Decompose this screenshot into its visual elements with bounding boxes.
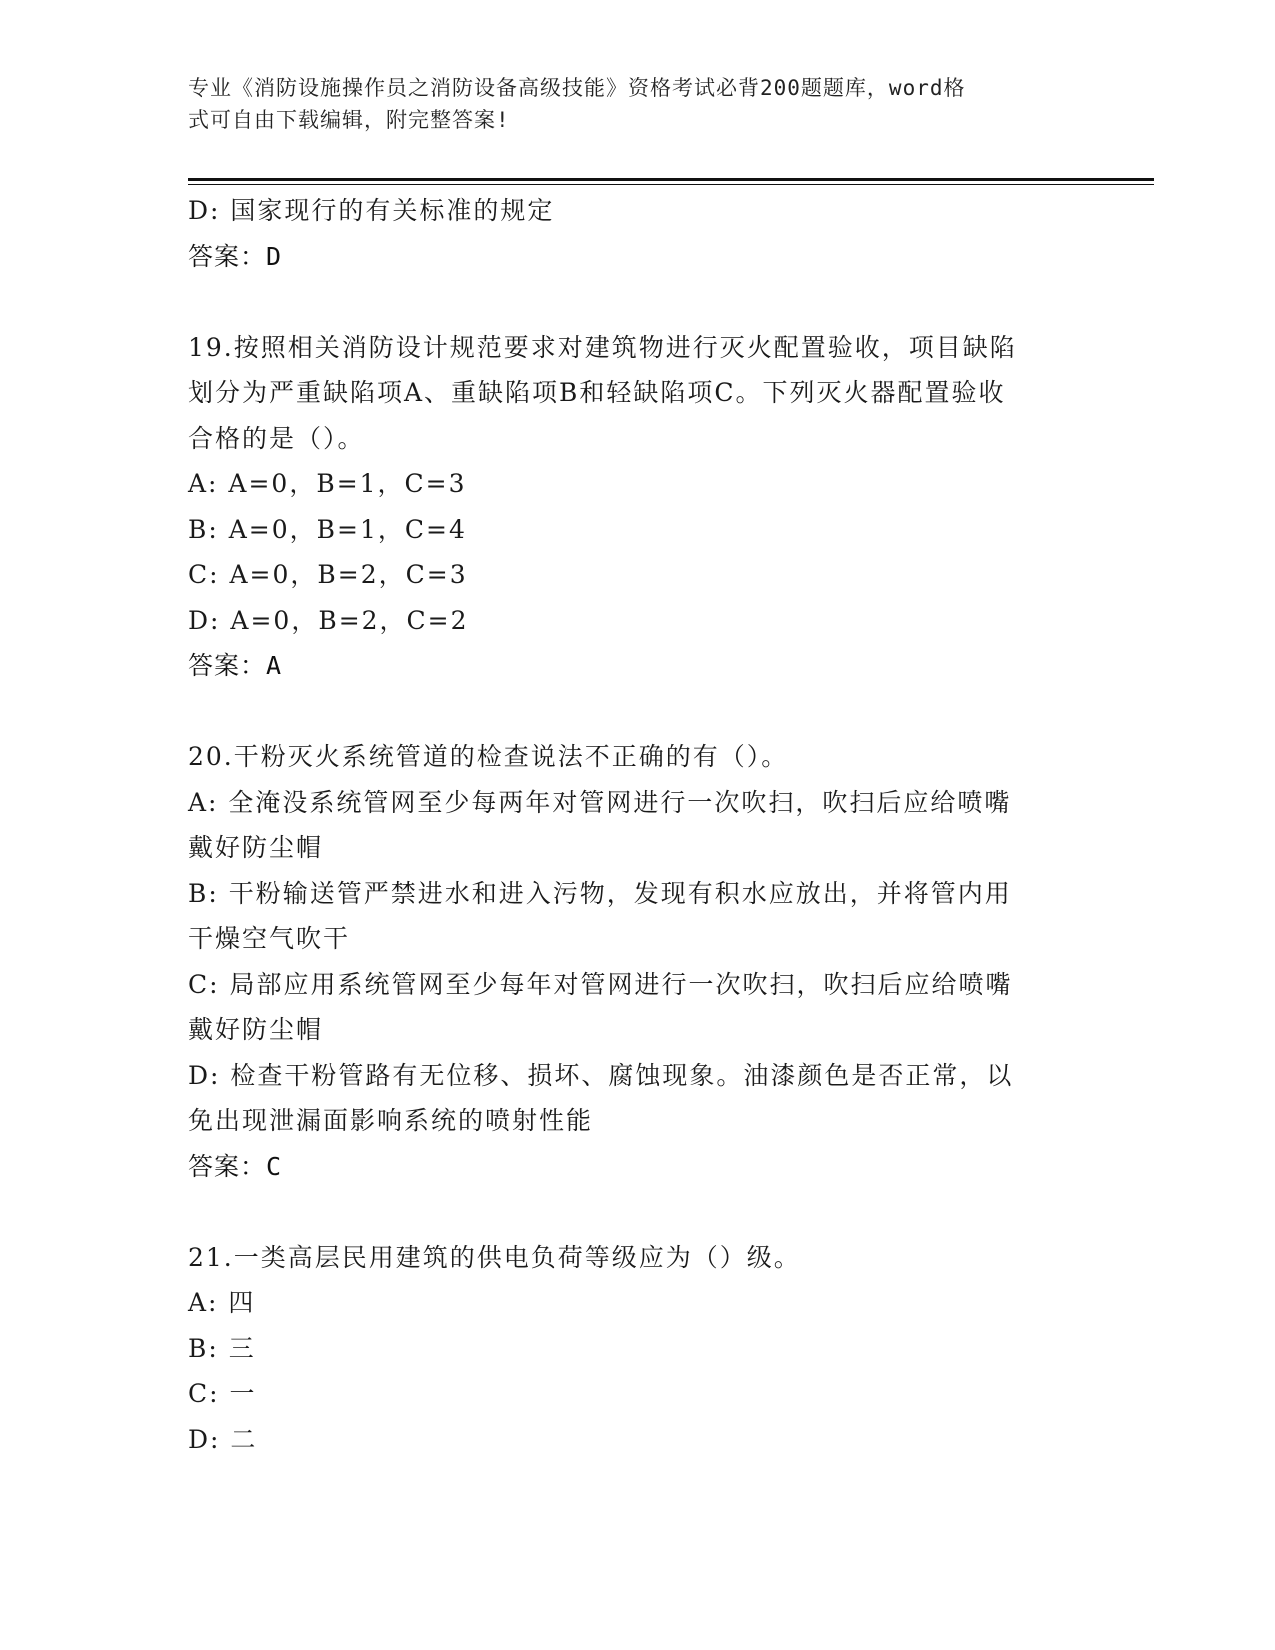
question-stem-line: 合格的是（）。: [188, 423, 365, 453]
option-a: A: A=0，B=1，C=3: [188, 469, 467, 498]
option-d: D: A=0，B=2，C=2: [188, 605, 469, 635]
header-line-1: 专业《消防设施操作员之消防设备高级技能》资格考试必背200题题库，word格: [188, 76, 966, 100]
option-c-continued: 戴好防尘帽: [188, 1015, 324, 1044]
header-divider-thin: [188, 184, 1154, 185]
option-b: B: 三: [188, 1333, 256, 1363]
question-21: [188, 1235, 1068, 1463]
spacer: [188, 279, 1068, 325]
option-d: D: 二: [188, 1424, 258, 1454]
document-body: [188, 188, 1068, 1462]
answer-line: 答案：A: [188, 651, 283, 680]
header-divider-thick: [188, 178, 1154, 181]
question-20: [188, 734, 1068, 1189]
option-a: A: 全淹没系统管网至少每两年对管网进行一次吹扫，吹扫后应给喷嘴: [188, 787, 1012, 817]
spacer: [188, 689, 1068, 735]
question-19: [188, 325, 1068, 689]
option-c: C: 一: [188, 1379, 257, 1408]
answer-line: 答案：D: [188, 241, 283, 271]
document-header: [188, 72, 1068, 136]
question-stem-line: 划分为严重缺陷项A、重缺陷项B和轻缺陷项C。下列灭火器配置验收: [188, 378, 1006, 407]
option-b: B: 干粉输送管严禁进水和进入污物，发现有积水应放出，并将管内用: [188, 878, 1012, 908]
option-c: C: 局部应用系统管网至少每年对管网进行一次吹扫，吹扫后应给喷嘴: [188, 969, 1013, 999]
option-d: D: 国家现行的有关标准的规定: [188, 196, 555, 225]
question-stem-line: 19.按照相关消防设计规范要求对建筑物进行灭火配置验收，项目缺陷: [188, 332, 1017, 362]
option-b: B: A=0，B=1，C=4: [188, 514, 467, 544]
header-line-2: 式可自由下载编辑，附完整答案!: [188, 108, 510, 132]
option-b-continued: 干燥空气吹干: [188, 924, 351, 953]
question-stem-line: 20.干粉灭火系统管道的检查说法不正确的有（）。: [188, 742, 789, 771]
question-stem-line: 21.一类高层民用建筑的供电负荷等级应为（）级。: [188, 1242, 801, 1272]
option-a-continued: 戴好防尘帽: [188, 833, 324, 862]
option-c: C: A=0，B=2，C=3: [188, 560, 468, 589]
spacer: [188, 1189, 1068, 1235]
previous-question-tail: [188, 188, 1068, 279]
option-a: A: 四: [188, 1288, 256, 1317]
answer-line: 答案：C: [188, 1151, 283, 1181]
option-d: D: 检查干粉管路有无位移、损坏、腐蚀现象。油漆颜色是否正常，以: [188, 1060, 1014, 1090]
option-d-continued: 免出现泄漏面影响系统的喷射性能: [188, 1106, 594, 1135]
